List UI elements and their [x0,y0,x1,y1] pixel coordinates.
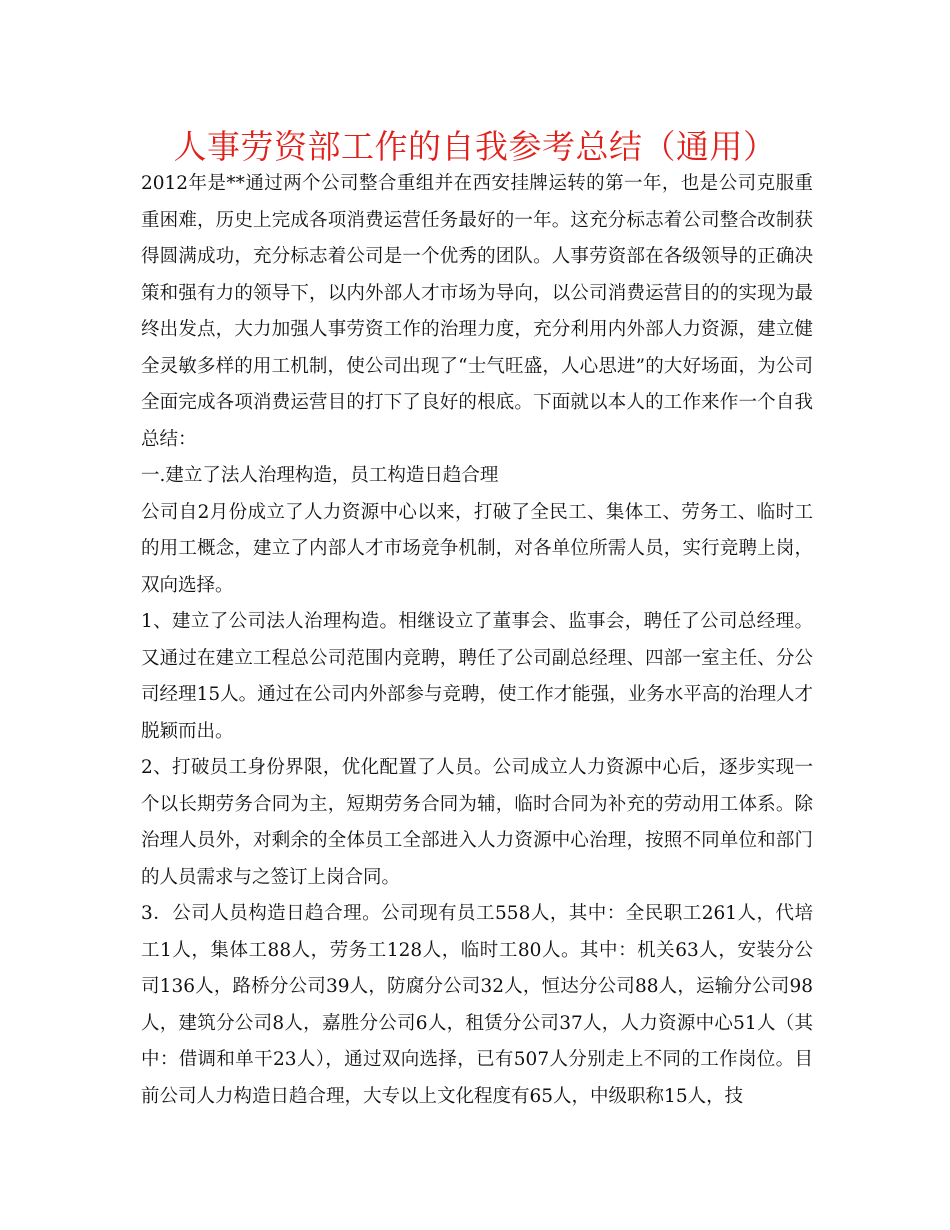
section-heading-1: 一.建立了法人治理构造，员工构造日趋合理 [141,465,499,486]
document-body [141,166,813,1115]
document-title: 人事劳资部工作的自我参考总结（通用） [173,127,777,166]
item-1-paragraph: 1、建立了公司法人治理构造。相继设立了董事会、监事会，聘任了公司总经理。又通过在建立工程总公司范围内竞聘，聘任了公司副总经理、四部一室主任、分公司经理15人。通过在公司内外部参与竞聘，使工作才能强，业务水平高的治理人才脱颖而出。 [141,611,813,742]
item-3-paragraph: 3．公司人员构造日趋合理。公司现有员工558人，其中：全民职工261人，代培工1人，集体工88人，劳务工128人，临时工80人。其中：机关63人，安装分公司136人，路桥分公司39人，防腐分公司32人，恒达分公司88人，运输分公司98人，建筑分公司8人，嘉胜分公司6人，租赁分公司37人，人力资源中心51人（其中：借调和单干23人），通过双向选择，已有507人分别走上不同的工作岗位。目前公司人力构造日趋合理，大专以上文化程度有65人，中级职称15人，技 [141,903,813,1107]
section-1-paragraph: 公司自2月份成立了人力资源中心以来，打破了全民工、集体工、劳务工、临时工的用工概念，建立了内部人才市场竞争机制，对各单位所需人员，实行竞聘上岗，双向选择。 [141,501,813,596]
item-2-paragraph: 2、打破员工身份界限，优化配置了人员。公司成立人力资源中心后，逐步实现一个以长期劳务合同为主，短期劳务合同为辅，临时合同为补充的劳动用工体系。除治理人员外，对剩余的全体员工全部进入人力资源中心治理，按照不同单位和部门的人员需求与之签订上岗合同。 [141,757,813,888]
intro-paragraph: 2012年是**通过两个公司整合重组并在西安挂牌运转的第一年，也是公司克服重重困难，历史上完成各项消费运营任务最好的一年。这充分标志着公司整合改制获得圆满成功，充分标志着公司是一个优秀的团队。人事劳资部在各级领导的正确决策和强有力的领导下，以内外部人才市场为导向，以公司消费运营目的的实现为最终出发点，大力加强人事劳资工作的治理力度，充分利用内外部人力资源，建立健全灵敏多样的用工机制，使公司出现了“士气旺盛，人心思进”的大好场面，为公司全面完成各项消费运营目的打下了良好的根底。下面就以本人的工作来作一个自我总结： [141,173,813,450]
